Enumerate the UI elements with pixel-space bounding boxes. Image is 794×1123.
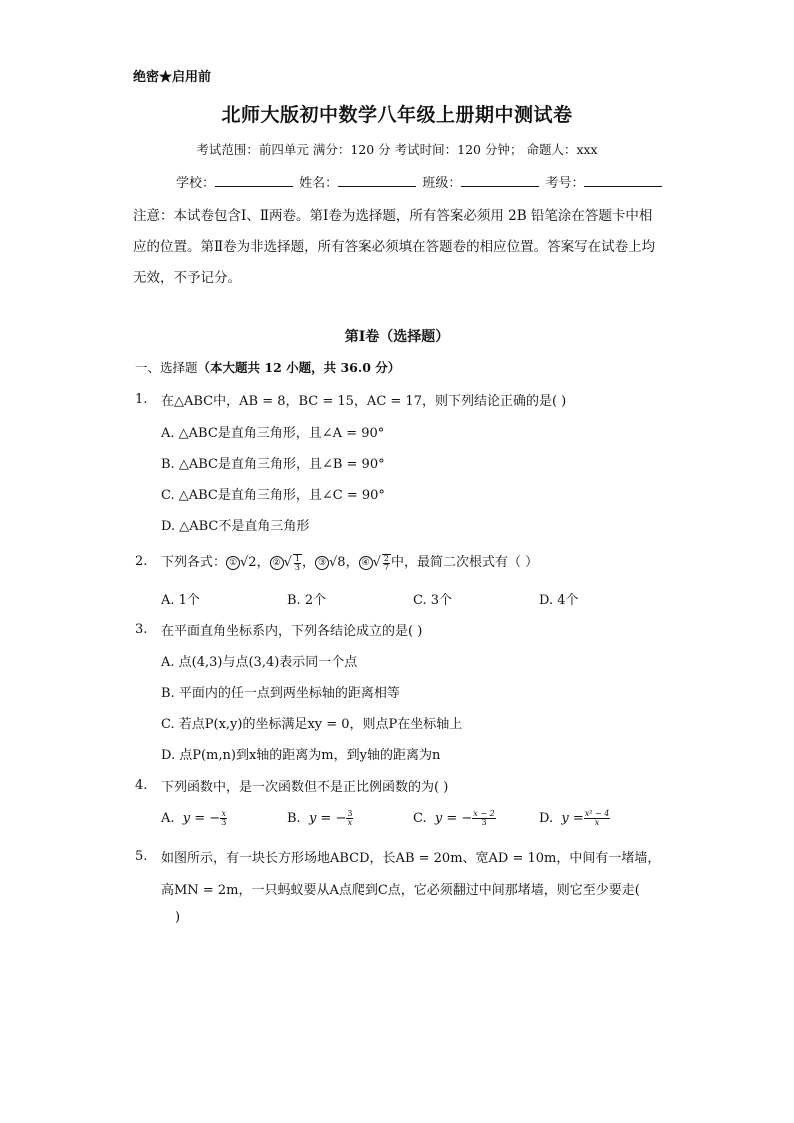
- question-4-option-d[interactable]: D. y = $\frac{\text{x² − 4}}{x}$: [539, 809, 610, 827]
- question-4-stem: 下列函数中，是一次函数但不是正比例函数的为( ): [161, 780, 449, 795]
- student-fields: [176, 172, 664, 191]
- notice-text: 注意：本试卷包含Ⅰ、Ⅱ两卷。第Ⅰ卷为选择题，所有答案必须用 2B 铅笔涂在答题卡中相应的位置。第Ⅱ卷为非选择题，所有答案必须填在答题卷的相应位置。答案写在试卷上均无效，不予记分。: [133, 208, 656, 286]
- question-3-stem: 在平面直角坐标系内，下列各结论成立的是( ): [161, 624, 423, 639]
- field-school-label: 学校：: [176, 176, 216, 191]
- question-4-option-a[interactable]: A. y = − $\frac{x}{3}$: [161, 809, 227, 827]
- part-heading: [135, 358, 400, 376]
- radical-sqrt2: √2: [240, 555, 257, 570]
- question-2-option-c[interactable]: C. 3个: [413, 593, 453, 608]
- part-prefix: 一、选择题: [135, 360, 198, 375]
- question-2-option-a[interactable]: A. 1个: [161, 593, 200, 608]
- question-3-option-d[interactable]: D. 点P(m,n)到x轴的距离为m，到y轴的距离为n: [161, 748, 441, 763]
- field-id-label: 考号：: [545, 176, 585, 191]
- field-name-blank[interactable]: [338, 173, 416, 187]
- question-5-stem-line2: 高MN = 2m，一只蚂蚁要从A点爬到C点，它必须翻过中间那堵墙，则它至少要走(: [161, 883, 640, 898]
- question-5-stem-line3: ): [175, 910, 181, 925]
- question-2-option-b[interactable]: B. 2个: [287, 593, 327, 608]
- question-3-option-c[interactable]: C. 若点P(x,y)的坐标满足xy = 0，则点P在坐标轴上: [161, 717, 463, 732]
- part-detail: （本大题共 12 小题，共 36.0 分）: [197, 360, 401, 375]
- radical-frac-2-7: $\frac{2}{7}$: [383, 553, 389, 572]
- question-3-option-b[interactable]: B. 平面内的任一点到两坐标轴的距离相等: [161, 686, 400, 701]
- confidential-label: 绝密★启用前: [133, 70, 212, 85]
- question-1-option-a[interactable]: A. △ABC是直角三角形，且∠A = 90°: [161, 426, 385, 441]
- question-2-option-d[interactable]: D. 4个: [539, 593, 579, 608]
- question-1-stem: 在△ABC中，AB = 8，BC = 15，AC = 17，则下列结论正确的是( ): [161, 394, 567, 409]
- question-2-stem: 下列各式： ① √2， ② √ $\frac{1}{3}$ ， ③ √8， ④ √ $\frac{2}{7}$ 中，最简二次根式有（ ）: [161, 553, 539, 572]
- question-4-number: 4.: [135, 778, 148, 793]
- question-1-option-b[interactable]: B. △ABC是直角三角形，且∠B = 90°: [161, 457, 385, 472]
- field-id-blank[interactable]: [584, 173, 662, 187]
- field-class-label: 班级：: [422, 176, 462, 191]
- field-class-blank[interactable]: [461, 173, 539, 187]
- question-4-option-c[interactable]: C. y = − $\frac{x - 2}{3}$: [413, 809, 495, 827]
- field-school-blank[interactable]: [215, 173, 293, 187]
- question-4-option-b[interactable]: B. y = − $\frac{3}{x}$: [287, 809, 353, 827]
- field-name-label: 姓名：: [299, 176, 339, 191]
- question-3-option-a[interactable]: A. 点(4,3)与点(3,4)表示同一个点: [161, 655, 358, 670]
- question-2-number: 2.: [135, 554, 148, 569]
- question-1-option-d[interactable]: D. △ABC不是直角三角形: [161, 519, 310, 534]
- section-title: 第Ⅰ卷（选择题）: [344, 329, 450, 345]
- radical-sqrt8: √8: [329, 555, 346, 570]
- question-1-option-c[interactable]: C. △ABC是直角三角形，且∠C = 90°: [161, 488, 385, 503]
- radical-frac-1-3: $\frac{1}{3}$: [294, 553, 300, 572]
- question-3-number: 3.: [135, 622, 148, 637]
- question-1-number: 1.: [135, 392, 148, 407]
- question-5-stem-line1: 如图所示，有一块长方形场地ABCD，长AB = 20m、宽AD = 10m，中间有一堵墙，: [161, 851, 661, 866]
- exam-info: 考试范围：前四单元 满分：120 分 考试时间：120 分钟； 命题人：xxx: [196, 142, 598, 157]
- question-5-number: 5.: [135, 849, 148, 864]
- exam-title: 北师大版初中数学八年级上册期中测试卷: [221, 104, 573, 126]
